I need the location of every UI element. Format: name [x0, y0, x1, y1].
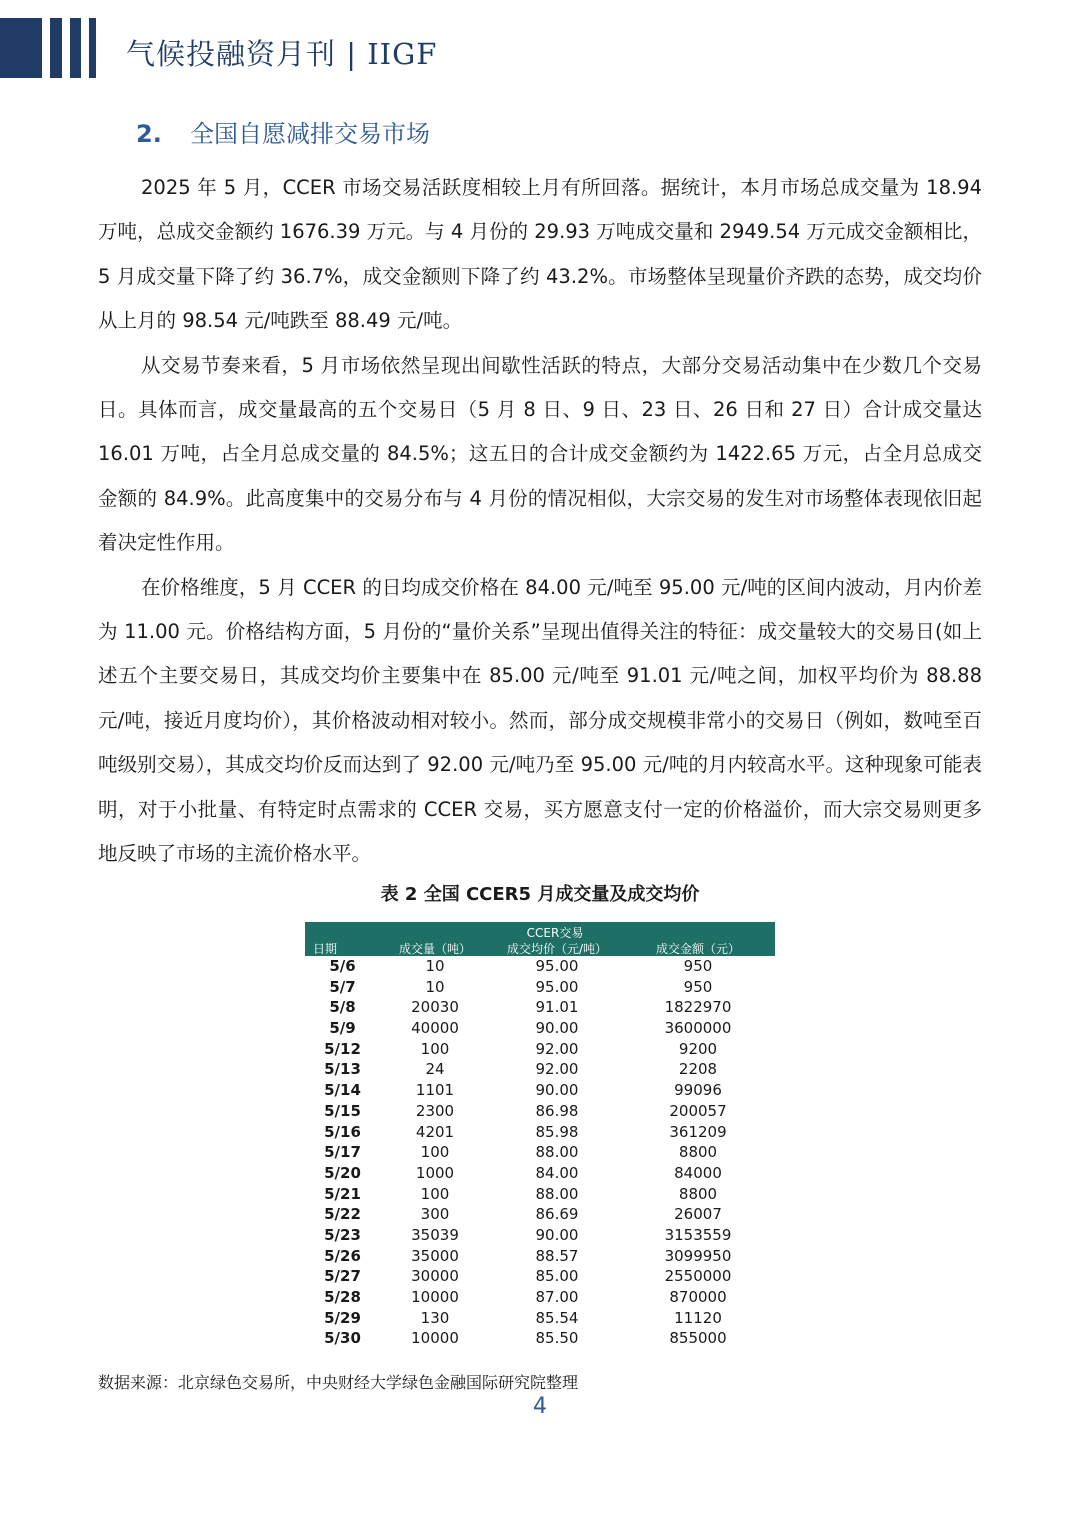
cell-amount: 3600000	[664, 1019, 732, 1038]
cell-amount: 9200	[678, 1039, 718, 1058]
cell-volume: 35000	[411, 1246, 459, 1265]
cell-date: 5/13	[324, 1060, 361, 1079]
cell-date: 5/15	[324, 1101, 361, 1120]
cell-date: 5/14	[324, 1081, 361, 1100]
page-number: 4	[533, 1394, 547, 1419]
section-heading	[136, 114, 430, 149]
data-source-note: 数据来源：北京绿色交易所，中央财经大学绿色金融国际研究院整理	[98, 1373, 579, 1392]
cell-date: 5/12	[324, 1039, 361, 1058]
cell-volume: 100	[420, 1143, 450, 1162]
table-row	[305, 1266, 775, 1287]
cell-avg-price: 87.00	[535, 1288, 579, 1306]
table-body	[305, 956, 775, 1349]
cell-volume: 300	[420, 1205, 450, 1224]
cell-amount: 2208	[678, 1060, 718, 1079]
cell-volume: 1101	[415, 1081, 455, 1100]
cell-volume: 35039	[411, 1225, 459, 1244]
cell-date: 5/26	[324, 1246, 361, 1265]
cell-volume: 24	[425, 1060, 445, 1079]
table-row	[305, 1142, 775, 1163]
body-text	[98, 166, 982, 877]
cell-date: 5/22	[324, 1205, 361, 1224]
cell-amount: 3099950	[664, 1246, 732, 1265]
cell-avg-price: 86.69	[535, 1205, 579, 1224]
table-row	[305, 1328, 775, 1349]
cell-volume: 20030	[411, 998, 459, 1017]
cell-amount: 8800	[678, 1184, 718, 1203]
cell-avg-price: 85.98	[535, 1122, 579, 1141]
table-row	[305, 1039, 775, 1060]
cell-date: 5/9	[329, 1019, 356, 1038]
cell-avg-price: 90.00	[535, 1225, 579, 1244]
cell-amount: 200057	[669, 1101, 727, 1120]
paragraph: 在价格维度，5 月 CCER 的日均成交价格在 84.00 元/吨至 95.00 元/吨的区间内波动，月内价差为 11.00 元。价格结构方面，5 月份的“量价关系”呈现出值得关注的特征：成交量较大的交易日(如上述五个主要交易日，其成交均价主要集中在 85.00 元/吨至 91.01 元/吨之间，加权平均价为 88.88 元/吨，接近月度均价），其价格波动相对较小。然而，部分成交规模非常小的交易日（例如，数吨至百吨级别交易），其成交均价反而达到了 92.00 元/吨乃至 95.00 元/吨的月内较高水平。这种现象可能表明，对于小批量、有特定时点需求的 CCER 交易，买方愿意支付一定的价格溢价，而大宗交易则更多地反映了市场的主流价格水平。	[98, 575, 982, 866]
table-row	[305, 1204, 775, 1225]
cell-date: 5/17	[324, 1143, 361, 1162]
cell-amount: 950	[683, 977, 713, 996]
table-header	[305, 922, 775, 956]
cell-date: 5/27	[324, 1267, 361, 1286]
table-row	[305, 1163, 775, 1184]
table-row	[305, 1225, 775, 1246]
cell-amount: 8800	[678, 1143, 718, 1162]
cell-avg-price: 95.00	[535, 957, 579, 975]
table-row	[305, 1080, 775, 1101]
table-group-header: CCER交易	[526, 926, 584, 940]
cell-date: 5/8	[329, 998, 356, 1017]
table-row	[305, 956, 775, 977]
cell-amount: 1822970	[664, 998, 732, 1017]
cell-avg-price: 95.00	[535, 977, 579, 996]
paragraph: 2025 年 5 月，CCER 市场交易活跃度相较上月有所回落。据统计，本月市场总成交量为 18.94 万吨，总成交金额约 1676.39 万元。与 4 月份的 29.93 万吨成交量和 2949.54 万元成交金额相比，5 月成交量下降了约 36.7%，成交金额则下降了约 43.2%。市场整体呈现量价齐跌的态势，成交均价从上月的 98.54 元/吨跌至 88.49 元/吨。	[98, 176, 982, 333]
cell-avg-price: 84.00	[535, 1163, 579, 1182]
cell-avg-price: 85.54	[535, 1308, 579, 1327]
cell-volume: 130	[420, 1308, 450, 1327]
cell-avg-price: 92.00	[535, 1060, 579, 1079]
table-caption: 表 2 全国 CCER5 月成交量及成交均价	[380, 884, 700, 905]
cell-date: 5/21	[324, 1184, 361, 1203]
cell-amount: 3153559	[664, 1225, 732, 1244]
cell-amount: 870000	[669, 1288, 727, 1306]
cell-amount: 26007	[674, 1205, 722, 1224]
table-row	[305, 1184, 775, 1205]
cell-date: 5/6	[329, 957, 356, 975]
cell-date: 5/28	[324, 1288, 361, 1306]
cell-amount: 99096	[674, 1081, 722, 1100]
cell-avg-price: 88.57	[535, 1246, 579, 1265]
table-row	[305, 1122, 775, 1143]
cell-amount: 855000	[669, 1329, 727, 1348]
cell-volume: 10	[425, 957, 445, 975]
cell-amount: 361209	[669, 1122, 727, 1141]
column-header-amount: 成交金额（元）	[655, 942, 740, 956]
cell-date: 5/29	[324, 1308, 361, 1327]
paragraph: 从交易节奏来看，5 月市场依然呈现出间歇性活跃的特点，大部分交易活动集中在少数几个交易日。具体而言，成交量最高的五个交易日（5 月 8 日、9 日、23 日、26 日和 27 日）合计成交量达 16.01 万吨，占全月总成交量的 84.5%；这五日的合计成交金额约为 1422.65 万元，占全月总成交金额的 84.9%。此高度集中的交易分布与 4 月份的情况相似，大宗交易的发生对市场整体表现依旧起着决定性作用。	[98, 353, 982, 555]
cell-avg-price: 88.00	[535, 1184, 579, 1203]
table-row	[305, 1101, 775, 1122]
cell-date: 5/7	[329, 977, 356, 996]
header-title: 气候投融资月刊 | IIGF	[126, 37, 438, 71]
cell-avg-price: 86.98	[535, 1101, 579, 1120]
cell-date: 5/30	[324, 1329, 361, 1348]
cell-volume: 10000	[411, 1288, 459, 1306]
cell-volume: 40000	[411, 1019, 459, 1038]
cell-avg-price: 88.00	[535, 1143, 579, 1162]
cell-date: 5/23	[324, 1225, 361, 1244]
cell-volume: 100	[420, 1039, 450, 1058]
cell-volume: 10000	[411, 1329, 459, 1348]
section-title: 全国自愿减排交易市场	[190, 120, 430, 148]
column-header-avg-price: 成交均价（元/吨）	[506, 942, 608, 956]
cell-amount: 950	[683, 957, 713, 975]
cell-date: 5/16	[324, 1122, 361, 1141]
table-row	[305, 1308, 775, 1329]
cell-volume: 1000	[415, 1163, 455, 1182]
cell-avg-price: 91.01	[535, 998, 579, 1017]
cell-volume: 10	[425, 977, 445, 996]
cell-avg-price: 85.50	[535, 1329, 579, 1348]
cell-amount: 84000	[674, 1163, 722, 1182]
table-row	[305, 1059, 775, 1080]
cell-date: 5/20	[324, 1163, 361, 1182]
cell-avg-price: 92.00	[535, 1039, 579, 1058]
cell-amount: 2550000	[664, 1267, 732, 1286]
data-table	[305, 922, 775, 1349]
cell-amount: 11120	[674, 1308, 722, 1327]
cell-volume: 4201	[415, 1122, 455, 1141]
table-row	[305, 977, 775, 998]
cell-volume: 100	[420, 1184, 450, 1203]
cell-volume: 2300	[415, 1101, 455, 1120]
column-header-volume: 成交量（吨）	[398, 942, 471, 956]
cell-avg-price: 85.00	[535, 1267, 579, 1286]
column-header-date: 日期	[313, 942, 338, 956]
cell-avg-price: 90.00	[535, 1019, 579, 1038]
table-row	[305, 997, 775, 1018]
table-row	[305, 1246, 775, 1267]
cell-avg-price: 90.00	[535, 1081, 579, 1100]
table-row	[305, 1287, 775, 1308]
table-row	[305, 1018, 775, 1039]
section-number: 2.	[136, 120, 162, 148]
cell-volume: 30000	[411, 1267, 459, 1286]
